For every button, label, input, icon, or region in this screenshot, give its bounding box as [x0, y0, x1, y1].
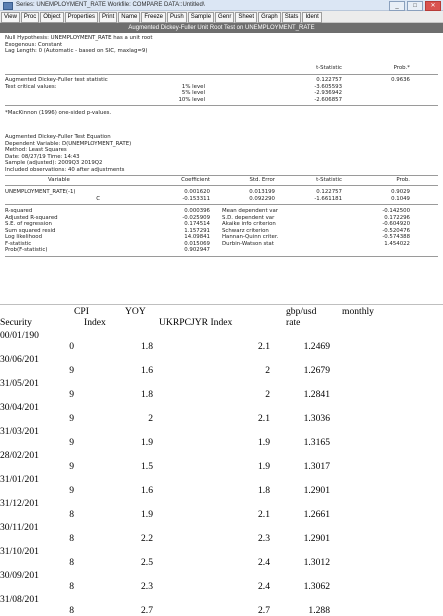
- date-cell-wrap: 9: [69, 461, 74, 472]
- toolbar-button-properties[interactable]: Properties: [65, 12, 98, 23]
- coef-t-statistic: 0.122757: [316, 189, 342, 195]
- date-cell-wrap: 8: [69, 581, 74, 592]
- date-cell: 31/12/201: [0, 498, 39, 509]
- cpi-yoy-cell: 2: [148, 413, 153, 424]
- coef-value: 0.001620: [184, 189, 210, 195]
- gbp-usd-header: gbp/usd: [286, 306, 317, 317]
- stat-label: Mean dependent var: [222, 208, 278, 214]
- date-cell: 31/05/201: [0, 378, 39, 389]
- date-cell: 31/08/201: [0, 594, 39, 605]
- toolbar-button-ident[interactable]: Ident: [302, 12, 321, 23]
- toolbar-button-view[interactable]: View: [1, 12, 20, 23]
- gbp-usd-cell: 1.288: [308, 605, 330, 616]
- toolbar-button-genr[interactable]: Genr: [215, 12, 234, 23]
- coef-std-error: 0.013199: [249, 189, 275, 195]
- divider: [5, 74, 438, 75]
- ukrp-cell: 2.1: [258, 413, 270, 424]
- stat-label: Log likelihood: [5, 234, 43, 240]
- cpi-yoy-cell: 1.8: [141, 389, 153, 400]
- ukrp-cell: 2.4: [258, 581, 270, 592]
- minimize-button[interactable]: _: [389, 1, 405, 11]
- cpi-yoy-cell: 2.2: [141, 533, 153, 544]
- divider: [5, 175, 438, 176]
- stat-value: -0.142500: [382, 208, 410, 214]
- adf-output: [0, 33, 443, 303]
- observations: Included observations: 40 after adjustments: [5, 166, 125, 173]
- ukrp-cell: 1.9: [258, 461, 270, 472]
- stat-value: -0.604920: [382, 221, 410, 227]
- ukrp-cell: 2.3: [258, 533, 270, 544]
- toolbar-button-sheet[interactable]: Sheet: [235, 12, 257, 23]
- date-cell: 28/02/201: [0, 450, 39, 461]
- ukrp-cell: 1.8: [258, 485, 270, 496]
- coef-prob: 0.9029: [391, 189, 410, 195]
- adf-prob-value: 0.9636: [391, 77, 410, 83]
- gbp-usd-cell: 1.2901: [303, 485, 330, 496]
- security-header: Security: [0, 317, 32, 328]
- adf-statistic-value: 0.122757: [316, 77, 342, 83]
- prob-column-header: Prob.: [396, 177, 410, 183]
- ukrp-cell: 2: [265, 389, 270, 400]
- stat-value: 1.157291: [184, 227, 210, 234]
- maximize-button[interactable]: □: [407, 1, 423, 11]
- adf-statistic-label: Augmented Dickey-Fuller test statistic: [5, 77, 108, 83]
- cpi-yoy-cell: 1.6: [141, 365, 153, 376]
- gbp-usd-cell: 1.2901: [303, 533, 330, 544]
- ukrp-cell: 2.1: [258, 341, 270, 352]
- divider: [5, 256, 438, 257]
- ukrp-cell: 2: [265, 365, 270, 376]
- date-cell-wrap: 9: [69, 485, 74, 496]
- cpi-yoy-cell: 1.8: [141, 341, 153, 352]
- toolbar-button-name[interactable]: Name: [118, 12, 140, 23]
- coef-variable: UNEMPLOYMENT_RATE(-1): [5, 189, 76, 195]
- stat-value: 0.000396: [184, 208, 210, 214]
- date-time: Date: 08/27/19 Time: 14:43: [5, 153, 80, 160]
- gbp-usd-cell: 1.2661: [303, 509, 330, 520]
- stat-label: Adjusted R-squared: [5, 214, 58, 221]
- stat-label: S.D. dependent var: [222, 214, 275, 221]
- cpi-yoy-cell: 1.5: [141, 461, 153, 472]
- toolbar-button-sample[interactable]: Sample: [188, 12, 214, 23]
- lag-length-text: Lag Length: 0 (Automatic - based on SIC, maxlag=9): [5, 48, 148, 54]
- date-cell-wrap: 8: [69, 557, 74, 568]
- date-cell-wrap: 9: [69, 413, 74, 424]
- date-cell-wrap: 9: [69, 389, 74, 400]
- divider: [5, 105, 438, 106]
- gbp-usd-cell: 1.2469: [303, 341, 330, 352]
- cpi-yoy-cell: 1.9: [141, 509, 153, 520]
- date-cell: 30/04/201: [0, 402, 39, 413]
- date-cell-wrap: 8: [69, 533, 74, 544]
- date-cell: 31/10/201: [0, 546, 39, 557]
- stat-label: S.E. of regression: [5, 221, 52, 227]
- date-cell: 30/11/201: [0, 522, 39, 533]
- coef-value: -0.153311: [182, 195, 210, 202]
- toolbar-button-push[interactable]: Push: [167, 12, 187, 23]
- date-cell: 30/06/201: [0, 354, 39, 365]
- close-button[interactable]: ✕: [425, 1, 441, 11]
- dependent-variable: Dependent Variable: D(UNEMPLOYMENT_RATE): [5, 140, 132, 147]
- stat-value: -0.520476: [382, 227, 410, 234]
- date-cell-wrap: 9: [69, 437, 74, 448]
- date-cell-wrap: 9: [69, 365, 74, 376]
- stat-label: R-squared: [5, 208, 33, 214]
- method: Method: Least Squares: [5, 147, 67, 153]
- crit-level: 10% level: [178, 96, 205, 103]
- series-icon: [3, 2, 13, 10]
- rate-header: rate: [286, 317, 301, 328]
- std-error-column-header: Std. Error: [249, 177, 275, 183]
- divider: [5, 185, 438, 186]
- divider: [5, 204, 438, 205]
- window-title: Series: UNEMPLOYMENT_RATE Workfile: COMPARE DATA::Untitled\: [16, 2, 205, 8]
- ukrp-header: UKRPCJYR Index: [159, 317, 233, 328]
- index-header: Index: [84, 317, 106, 328]
- critical-values-label: Test critical values:: [5, 83, 57, 90]
- crit-value: -2.936942: [314, 90, 342, 96]
- stat-value: 14.09841: [184, 234, 210, 240]
- yoy-header: YOY: [125, 306, 146, 317]
- exogenous-text: Exogenous: Constant: [5, 41, 63, 48]
- toolbar-button-proc[interactable]: Proc: [21, 12, 39, 23]
- spreadsheet-table: [0, 306, 443, 616]
- date-cell: 30/09/201: [0, 570, 39, 581]
- cpi-yoy-cell: 1.6: [141, 485, 153, 496]
- gbp-usd-cell: 1.2679: [303, 365, 330, 376]
- stat-label: Prob(F-statistic): [5, 247, 48, 253]
- date-cell: 31/03/201: [0, 426, 39, 437]
- ukrp-cell: 2.1: [258, 509, 270, 520]
- stat-label: Durbin-Watson stat: [222, 240, 274, 247]
- toolbar-button-object[interactable]: Object: [40, 12, 63, 23]
- date-cell-wrap: 8: [69, 605, 74, 616]
- window-toolbar: [0, 11, 443, 23]
- stat-value: 0.172296: [384, 214, 410, 221]
- window-controls: [389, 0, 441, 10]
- stat-value: 1.454022: [384, 240, 410, 247]
- monthly-header: monthly: [342, 306, 374, 317]
- stat-label: Hannan-Quinn criter.: [222, 234, 279, 240]
- coef-prob: 0.1049: [391, 195, 410, 202]
- ukrp-cell: 2.7: [258, 605, 270, 616]
- coef-std-error: 0.092290: [249, 195, 275, 202]
- sample: Sample (adjusted): 2009Q3 2019Q2: [5, 160, 103, 166]
- toolbar-button-freeze[interactable]: Freeze: [141, 12, 166, 23]
- null-hypothesis-text: Null Hypothesis: UNEMPLOYMENT_RATE has a unit root: [5, 35, 153, 41]
- stat-label: F-statistic: [5, 240, 32, 247]
- footnote: *MacKinnon (1996) one-sided p-values.: [5, 110, 112, 116]
- t-statistic-column-header: t-Statistic: [316, 177, 342, 183]
- stat-label: Sum squared resid: [5, 227, 56, 234]
- ukrp-cell: 1.9: [258, 437, 270, 448]
- cpi-yoy-cell: 2.3: [141, 581, 153, 592]
- toolbar-button-stats[interactable]: Stats: [282, 12, 302, 23]
- prob-column-header: Prob.*: [393, 65, 410, 71]
- gbp-usd-cell: 1.3062: [303, 581, 330, 592]
- gbp-usd-cell: 1.3165: [303, 437, 330, 448]
- cpi-header: CPI: [74, 306, 89, 317]
- cpi-yoy-cell: 1.9: [141, 437, 153, 448]
- gbp-usd-cell: 1.3012: [303, 557, 330, 568]
- cpi-yoy-cell: 2.7: [141, 605, 153, 616]
- stat-label: Schwarz criterion: [222, 227, 269, 234]
- crit-level: 5% level: [181, 90, 205, 96]
- coefficient-column-header: Coefficient: [181, 177, 210, 183]
- ukrp-cell: 2.4: [258, 557, 270, 568]
- crit-level: 1% level: [181, 83, 205, 90]
- date-cell: 31/01/201: [0, 474, 39, 485]
- gbp-usd-cell: 1.3017: [303, 461, 330, 472]
- stat-value: 0.902947: [184, 247, 210, 253]
- gbp-usd-cell: 1.2841: [303, 389, 330, 400]
- window-titlebar[interactable]: [0, 0, 443, 11]
- toolbar-button-graph[interactable]: Graph: [258, 12, 281, 23]
- equation-title: Augmented Dickey-Fuller Test Equation: [5, 134, 111, 140]
- crit-value: -2.606857: [314, 96, 342, 103]
- date-cell: 00/01/190: [0, 330, 39, 341]
- stat-value: -0.574388: [382, 234, 410, 240]
- stat-value: 0.174514: [184, 221, 210, 227]
- eviews-window: [0, 0, 443, 305]
- cpi-yoy-cell: 2.5: [141, 557, 153, 568]
- date-cell-wrap: 0: [69, 341, 74, 352]
- tstat-column-header: t-Statistic: [316, 65, 342, 71]
- toolbar-button-print[interactable]: Print: [99, 12, 117, 23]
- variable-column-header: Variable: [48, 177, 70, 183]
- date-cell-wrap: 8: [69, 509, 74, 520]
- stat-label: Akaike info criterion: [222, 221, 276, 227]
- output-header: Augmented Dickey-Fuller Unit Root Test on UNEMPLOYMENT_RATE: [0, 23, 443, 33]
- crit-value: -3.605593: [314, 83, 342, 90]
- gbp-usd-cell: 1.3036: [303, 413, 330, 424]
- coef-t-statistic: -1.661181: [314, 195, 342, 202]
- stat-value: -0.025909: [182, 214, 210, 221]
- coef-variable: C: [96, 195, 100, 202]
- stat-value: 0.015069: [184, 240, 210, 247]
